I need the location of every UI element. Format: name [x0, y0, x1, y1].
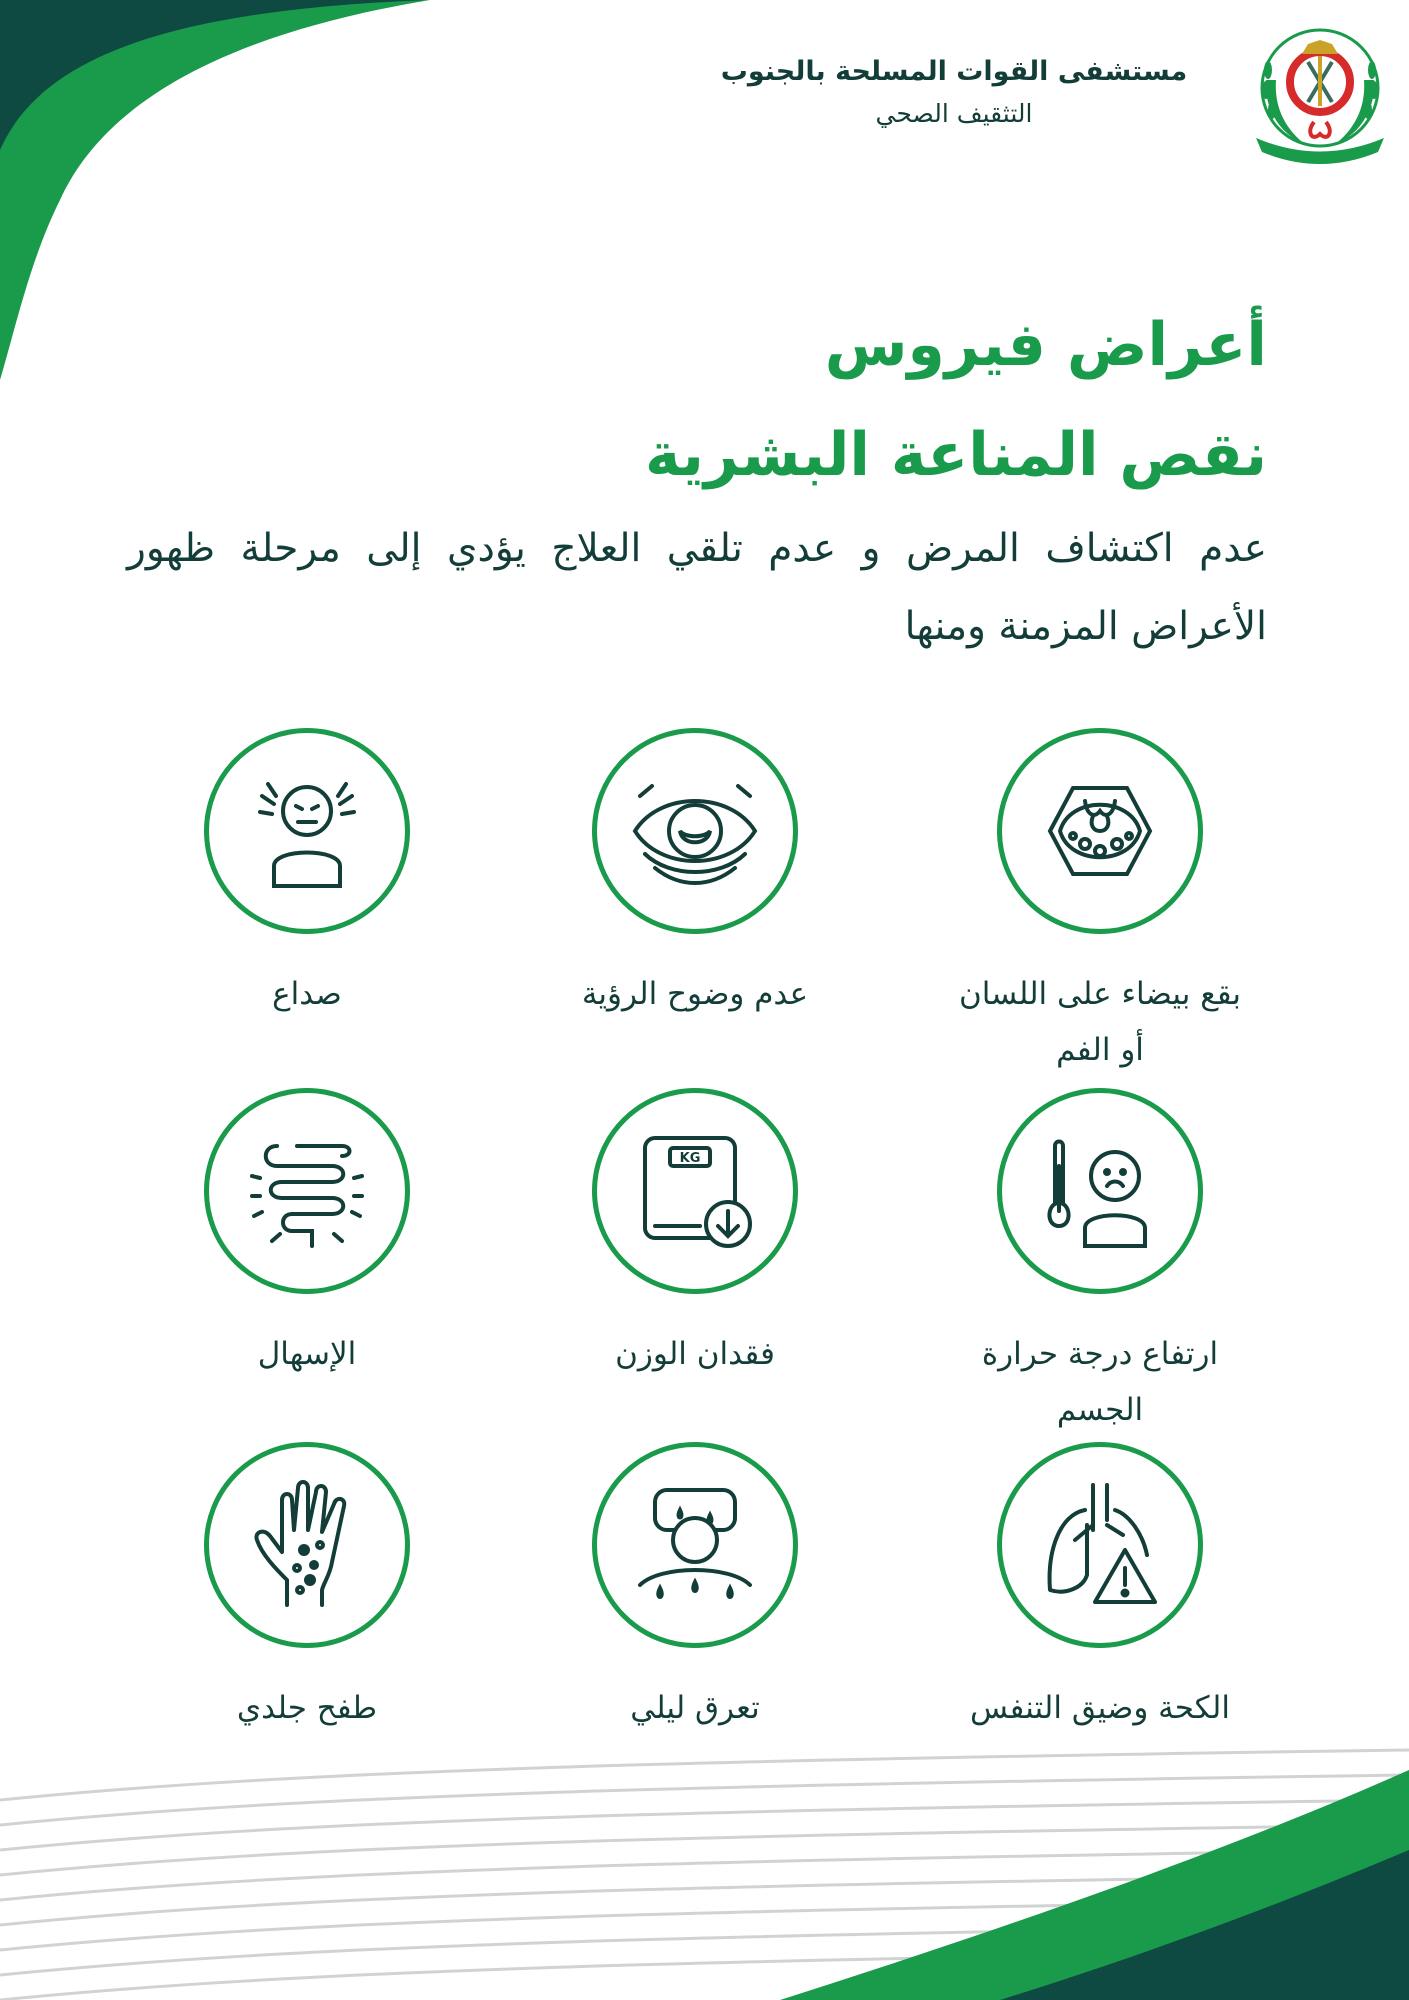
symptom-label: بقع بيضاء على اللسان أو الفم — [958, 976, 1242, 1068]
mouth-white-patches-icon — [1025, 756, 1175, 906]
blurred-eye-icon — [620, 756, 770, 906]
weight-scale-loss-icon — [620, 1116, 770, 1266]
fever-thermometer-icon — [1025, 1116, 1175, 1266]
symptom-label: طفح جلدي — [236, 1690, 378, 1726]
symptom-label: ارتفاع درجة حرارة الجسم — [981, 1336, 1219, 1428]
scale-label: KG — [679, 1151, 701, 1166]
title-line-2: نقص المناعة البشرية — [645, 420, 1267, 490]
symptom-item — [157, 728, 457, 1022]
skin-rash-hand-icon — [232, 1470, 382, 1620]
headache-person-icon — [232, 756, 382, 906]
lungs-warning-icon — [1025, 1470, 1175, 1620]
symptom-label: صداع — [272, 976, 342, 1012]
department-name: التثقيف الصحي — [875, 99, 1033, 128]
symptom-item — [950, 728, 1250, 1078]
symptom-label: فقدان الوزن — [615, 1336, 775, 1372]
symptom-label: عدم وضوح الرؤية — [581, 976, 809, 1012]
symptom-item — [545, 728, 845, 1022]
symptom-item — [157, 1088, 457, 1382]
symptom-item — [545, 1442, 845, 1736]
symptom-item — [545, 1088, 845, 1382]
intestine-diarrhea-icon — [232, 1116, 382, 1266]
night-sweat-icon — [620, 1470, 770, 1620]
symptom-label: الكحة وضيق التنفس — [970, 1690, 1230, 1726]
symptom-item — [157, 1442, 457, 1736]
title-line-1: أعراض فيروس — [824, 310, 1267, 380]
symptom-label: تعرق ليلي — [630, 1690, 760, 1726]
intro-paragraph: عدم اكتشاف المرض و عدم تلقي العلاج يؤدي إلى مرحلة ظهور الأعراض المزمنة ومنها — [127, 526, 1267, 649]
symptom-item — [950, 1088, 1250, 1438]
organization-name: مستشفى القوات المسلحة بالجنوب — [720, 56, 1188, 87]
symptom-label: الإسهال — [257, 1336, 357, 1372]
symptom-item — [950, 1442, 1250, 1736]
